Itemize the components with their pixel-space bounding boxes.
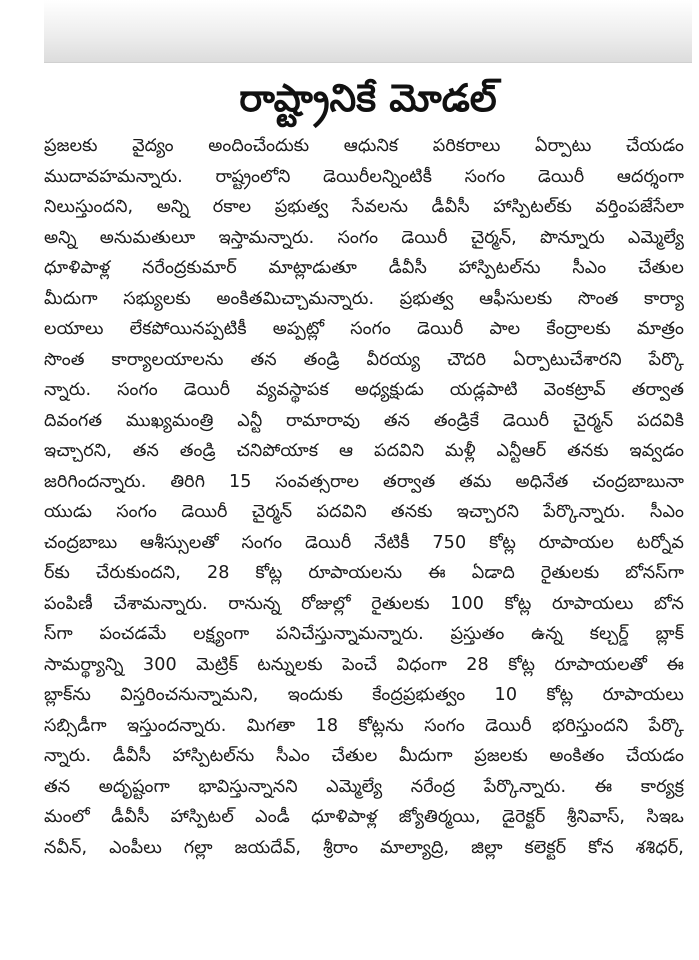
article-line: తన అదృష్టంగా భావిస్తున్నానని ఎమ్మెల్యే నరేంద్ర పేర్కొన్నారు. ఈ కార్యక్ర [44, 776, 684, 797]
article-line: ప్రజలకు వైద్యం అందించేందుకు ఆధునిక పరికరాలు ఏర్పాటు చేయడం [44, 136, 684, 156]
article-line: నిలుస్తుందని, అన్ని రకాల ప్రభుత్వ సేవలను డీవీసీ హాస్పిటల్‌కు వర్తింపజేసేలా [44, 197, 684, 217]
article-line: ఇచ్చారని, తన తండ్రి చనిపోయాక ఆ పదవిని మళ్లీ ఎన్టీఆర్ తనకు ఇవ్వడం [44, 441, 684, 461]
article-line: ధూళిపాళ్ల నరేంద్రకుమార్ మాట్లాడుతూ డీవీసీ హాస్పిటల్‌ను సీఎం చేతుల [44, 258, 684, 278]
article-line: మీదుగా సభ్యులకు అంకితమిచ్చామన్నారు. ప్రభుత్వ ఆఫీసులకు సొంత కార్యా [44, 288, 684, 309]
article-headline: రాష్ట్రానికే మోడల్ [239, 76, 497, 120]
article-line: మంలో డీవీసీ హాస్పిటల్ ఎండీ ధూళిపాళ్ల జ్యోతిర్మయి, డైరెక్టర్ శ్రీనివాస్, సిఇఒ [44, 807, 684, 827]
article-line: సొంత కార్యాలయాలను తన తండ్రి వీరయ్య చౌదరి ఏర్పాటుచేశారని పేర్కొ [44, 349, 684, 370]
article-line: చంద్రబాబు ఆశీస్సులతో సంగం డెయిరీ నేటికీ 750 కోట్ల రూపాయల టర్నోవ [44, 532, 684, 553]
article-line: నవీన్, ఎంపీలు గల్లా జయదేవ్, శ్రీరాం మాల్యాద్రి, జిల్లా కలెక్టర్ కోన శశిధర్, [44, 837, 684, 858]
article-line: న్నారు. సంగం డెయిరీ వ్యవస్థాపక అధ్యక్షుడు యడ్లపాటి వెంకట్రావ్ తర్వాత [44, 380, 684, 400]
article-line: సామర్థ్యాన్ని 300 మెట్రిక్ టన్నులకు పెంచే విధంగా 28 కోట్ల రూపాయలతో ఈ [44, 654, 684, 675]
article-line: ర్‌కు చేరుకుందని, 28 కోట్ల రూపాయలను ఈ ఏడాది రైతులకు బోనస్‌గా [44, 563, 684, 583]
article-body [44, 131, 684, 863]
article-line: న్నారు. డీవీసీ హాస్పిటల్‌ను సీఎం చేతుల మీదుగా ప్రజలకు అంకితం చేయడం [44, 746, 684, 766]
article-line: జరిగిందన్నారు. తిరిగి 15 సంవత్సరాల తర్వాత తమ అధినేత చంద్రబాబునా [44, 471, 684, 492]
article-line: బ్లాక్‌ను విస్తరించనున్నామని, ఇందుకు కేంద్రప్రభుత్వం 10 కోట్ల రూపాయలు [44, 685, 684, 705]
article-line: స్‌గా పంచడమే లక్ష్యంగా పనిచేస్తున్నామన్నారు. ప్రస్తుతం ఉన్న కల్చర్డ్ బ్లాక్ [44, 624, 684, 644]
article-line: ముదావహమన్నారు. రాష్ట్రంలోని డెయిరీలన్నింటికీ సంగం డెయిరీ ఆదర్శంగా [44, 166, 684, 187]
top-banner-strip [44, 0, 692, 63]
article-line: లయాలు లేకపోయినప్పటికీ అప్పట్లో సంగం డెయిరీ పాల కేంద్రాలకు మాత్రం [44, 319, 684, 339]
article-line: యుడు సంగం డెయిరీ చైర్మన్ పదవిని తనకు ఇచ్చారని పేర్కొన్నారు. సీఎం [44, 502, 684, 522]
article-line: అన్ని అనుమతులూ ఇస్తామన్నారు. సంగం డెయిరీ చైర్మన్, పొన్నూరు ఎమ్మెల్యే [44, 227, 684, 248]
article-line: సబ్సిడీగా ఇస్తుందన్నారు. మిగతా 18 కోట్లను సంగం డెయిరీ భరిస్తుందని పేర్కొ [44, 715, 684, 736]
article-line: దివంగత ముఖ్యమంత్రి ఎన్టీ రామారావు తన తండ్రికే డెయిరీ చైర్మన్ పదవికి [44, 410, 684, 431]
article-line: పంపిణీ చేశామన్నారు. రానున్న రోజుల్లో రైతులకు 100 కోట్ల రూపాయలు బోన [44, 593, 684, 614]
